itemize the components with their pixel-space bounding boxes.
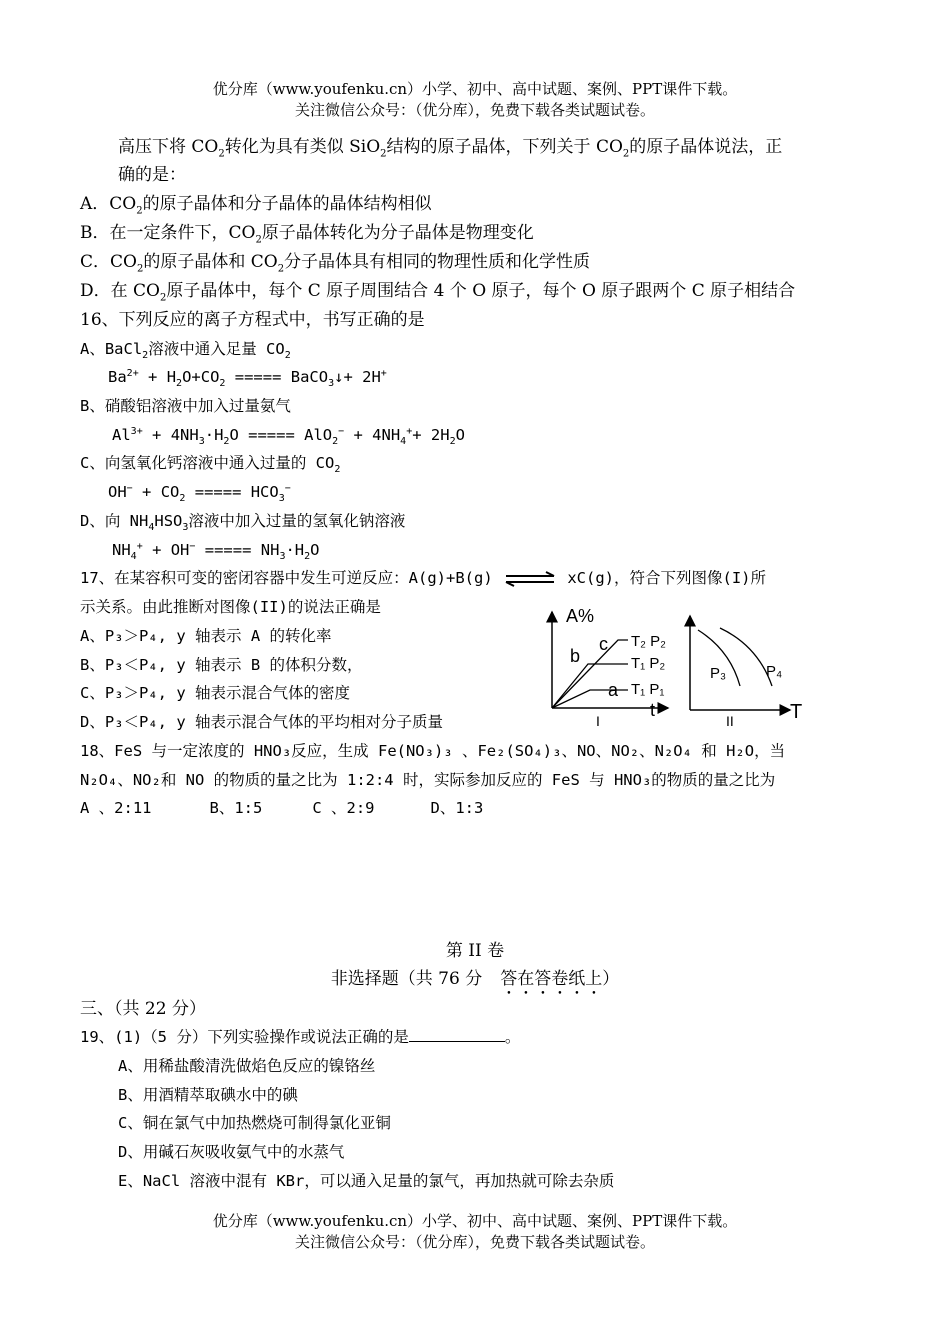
q16-option-b: B、硝酸铝溶液中加入过量氨气 bbox=[80, 397, 291, 415]
q18-option-a: A 、2:11 bbox=[80, 799, 152, 817]
curve-c-label: c bbox=[599, 634, 608, 654]
q19-option-d: D、用碱石灰吸收氨气中的水蒸气 bbox=[118, 1143, 345, 1161]
q18-line-2: N₂O₄、NO₂和 NO 的物质的量之比为 1:2:4 时，实际参加反应的 FeS 与 HNO₃的物质的量之比为 bbox=[80, 771, 776, 789]
curve-p4 bbox=[720, 628, 772, 686]
q19-stem: 19、(1)（5 分）下列实验操作或说法正确的是 。 bbox=[80, 1028, 521, 1046]
q18-option-b: B、1:5 bbox=[209, 799, 263, 817]
q16-option-a: A、BaCl$_2$溶液中通入足量 $CO_2$ bbox=[80, 340, 291, 362]
part2-subtitle: 非选择题（共 76 分 答在答卷纸上） bbox=[330, 969, 620, 989]
panel1-y-label: A% bbox=[566, 606, 595, 626]
q16-stem: 16、下列反应的离子方程式中，书写正确的是 bbox=[80, 310, 425, 330]
q18-option-c: C 、2:9 bbox=[312, 799, 375, 817]
q17-stem-line-1: 17、在某容积可变的密闭容器中发生可逆反应：A(g)+B(g) xC(g)，符合下列图像(I)所 bbox=[80, 569, 766, 587]
header-line-1: 优分库（www.youfenku.cn）小学、初中、高中试题、案例、PPT课件下载。 bbox=[212, 80, 738, 98]
q16-equation-d: $NH_4^+ + OH^-$ ===== $NH_3\cdot H_2O$ bbox=[112, 540, 320, 563]
q15-stem-line-1: 高压下将 $CO_2$转化为具有类似 SiO$_2$结构的原子晶体，下列关于 $CO_2$的原子晶体说法，正 bbox=[118, 137, 783, 160]
q17-stem-line-2: 示关系。由此推断对图像(II)的说法正确是 bbox=[80, 598, 381, 616]
q15-option-b: B．在一定条件下，$CO_2$原子晶体转化为分子晶体是物理变化 bbox=[80, 223, 534, 246]
label-t1p2: T₁ P₂ bbox=[631, 655, 666, 672]
q18-line-1: 18、FeS 与一定浓度的 HNO₃反应，生成 Fe(NO₃)₃ 、Fe₂(SO₄)₃、NO、NO₂、N₂O₄ 和 H₂O，当 bbox=[80, 742, 786, 760]
q19-option-a: A、用稀盐酸清洗做焰色反应的镍铬丝 bbox=[118, 1057, 376, 1075]
q17-option-b: B、P₃＜P₄, y 轴表示 B 的体积分数， bbox=[80, 656, 363, 674]
footer-line-1: 优分库（www.youfenku.cn）小学、初中、高中试题、案例、PPT课件下载。 bbox=[212, 1212, 738, 1230]
q16-equation-b: $Al^{3+} + 4NH_3\cdot H_2O$ ===== $AlO_2^- + 4NH_4^++ 2H_2O$ bbox=[112, 425, 465, 448]
part2-title: 第 II 卷 bbox=[445, 941, 505, 961]
q19-answer-blank[interactable] bbox=[409, 1026, 505, 1042]
q16-option-d: D、向 $NH_4HSO_3$溶液中加入过量的氢氧化钠溶液 bbox=[80, 512, 406, 534]
panel1-x-label: t bbox=[650, 700, 656, 720]
curve-a-label: a bbox=[608, 680, 619, 700]
q18-option-d: D、1:3 bbox=[430, 799, 484, 817]
q15-option-c: C．$CO_2$的原子晶体和 $CO_2$分子晶体具有相同的物理性质和化学性质 bbox=[80, 252, 591, 275]
q16-equation-c: $OH^- + CO_2$ ===== $HCO_3^-$ bbox=[108, 482, 291, 505]
q16-equation-a: $Ba^{2+} + H_2O+CO_2$ ===== BaCO$_3$↓+ 2H+ bbox=[108, 367, 387, 390]
q19-option-c: C、铜在氯气中加热燃烧可制得氯化亚铜 bbox=[118, 1114, 391, 1132]
q17-option-a: A、P₃＞P₄, y 轴表示 A 的转化率 bbox=[80, 627, 332, 645]
label-p4: P₄ bbox=[766, 663, 783, 680]
q17-figure bbox=[540, 600, 820, 735]
q15-option-a: A．$CO_2$的原子晶体和分子晶体的晶体结构相似 bbox=[80, 194, 432, 217]
q19-option-b: B、用酒精萃取碘水中的碘 bbox=[118, 1086, 298, 1104]
q15-option-d: D．在 $CO_2$原子晶体中，每个 C 原子周围结合 4 个 O 原子，每个 O 原子跟两个 C 原子相结合 bbox=[80, 281, 796, 304]
header-line-2: 关注微信公众号：（优分库），免费下载各类试题试卷。 bbox=[294, 101, 655, 119]
q15-stem-line-2: 确的是： bbox=[118, 165, 186, 185]
panel2-x-label: T bbox=[790, 701, 803, 723]
panel1-caption: I bbox=[596, 713, 600, 729]
q16-option-c: C、向氢氧化钙溶液中通入过量的 $CO_2$ bbox=[80, 454, 341, 476]
q19-option-e: E、NaCl 溶液中混有 KBr，可以通入足量的氯气，再加热就可除去杂质 bbox=[118, 1172, 615, 1190]
label-p3: P₃ bbox=[710, 665, 727, 682]
curve-b-label: b bbox=[570, 646, 581, 666]
panel2-caption: II bbox=[726, 713, 734, 729]
equilibrium-arrow-icon bbox=[502, 571, 558, 587]
q17-option-c: C、P₃＞P₄, y 轴表示混合气体的密度 bbox=[80, 684, 350, 702]
label-t1p1: T₁ P₁ bbox=[631, 681, 665, 698]
q17-option-d: D、P₃＜P₄, y 轴表示混合气体的平均相对分子质量 bbox=[80, 713, 443, 731]
label-t2p2: T₂ P₂ bbox=[631, 633, 666, 650]
footer-line-2: 关注微信公众号：（优分库），免费下载各类试题试卷。 bbox=[294, 1233, 655, 1251]
q18-options bbox=[80, 797, 483, 819]
section-3-heading: 三、（共 22 分） bbox=[80, 999, 206, 1019]
